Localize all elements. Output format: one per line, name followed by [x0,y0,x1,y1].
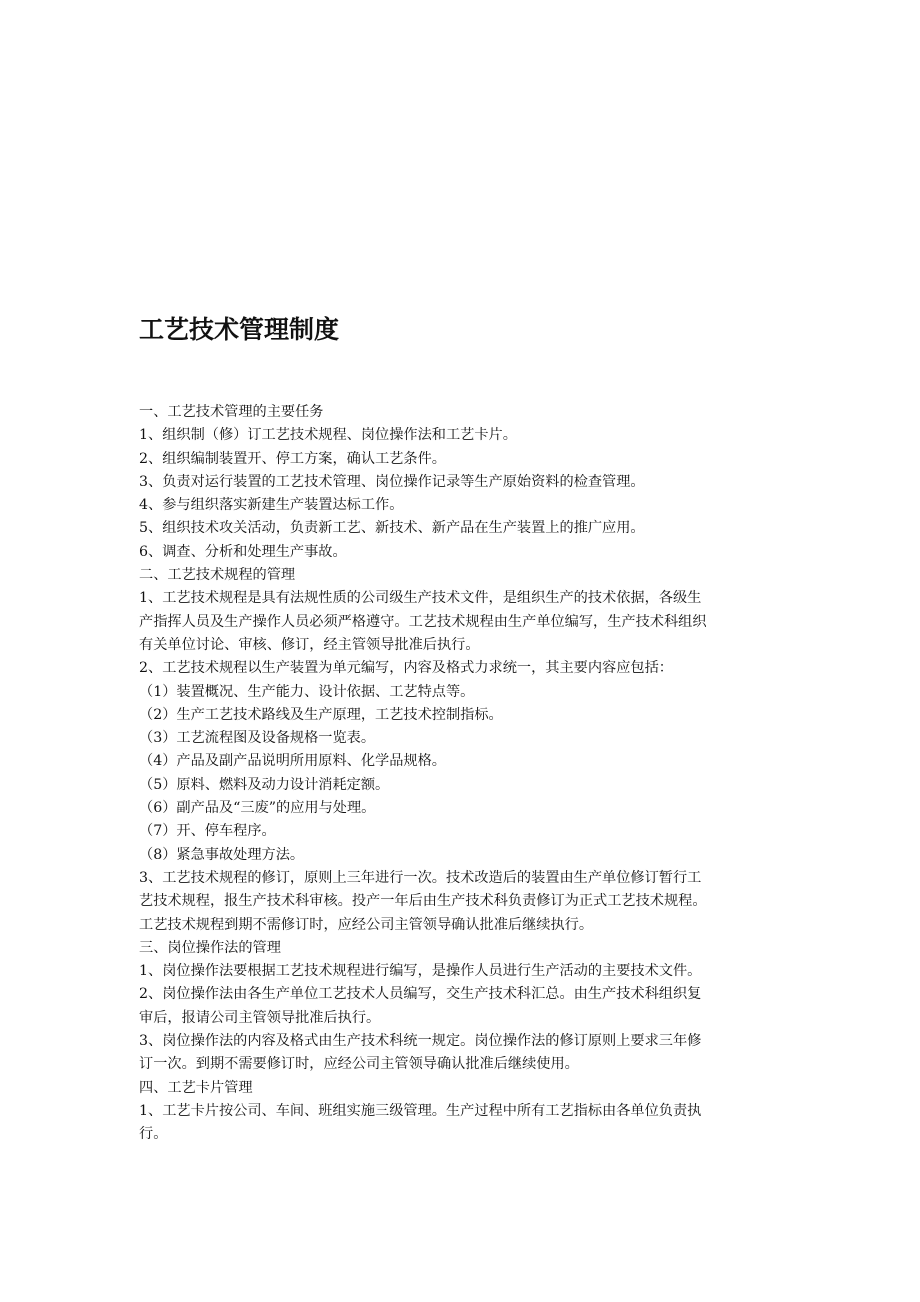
section-heading-1: 一、工艺技术管理的主要任务 [139,404,324,420]
paragraph-line: 艺技术规程，报生产技术科审核。投产一年后由生产技术科负责修订为正式工艺技术规程。 [139,893,707,910]
list-item: （6）副产品及“三废”的应用与处理。 [139,800,376,817]
paragraph-line: 审后，报请公司主管领导批准后执行。 [139,1009,381,1026]
list-item: （3）工艺流程图及设备规格一览表。 [139,730,376,747]
paragraph-line: 2、岗位操作法由各生产单位工艺技术人员编写，交生产技术科汇总。由生产技术科组织复 [139,986,702,1003]
paragraph-line: 1、工艺技术规程是具有法规性质的公司级生产技术文件，是组织生产的技术依据，各级生 [139,590,702,607]
paragraph-line: 产指挥人员及生产操作人员必须严格遵守。工艺技术规程由生产单位编写，生产技术科组织 [139,613,707,630]
paragraph-line: 工艺技术规程到期不需修订时，应经公司主管领导确认批准后继续执行。 [139,916,594,933]
paragraph-line: 3、负责对运行装置的工艺技术管理、岗位操作记录等生产原始资料的检查管理。 [139,473,645,490]
document-title: 工艺技术管理制度 [139,315,340,344]
paragraph-line: 3、岗位操作法的内容及格式由生产技术科统一规定。岗位操作法的修订原则上要求三年修 [139,1033,702,1050]
list-item: （5）原料、燃料及动力设计消耗定额。 [139,776,390,793]
paragraph-line: 1、岗位操作法要根据工艺技术规程进行编写，是操作人员进行生产活动的主要技术文件。 [139,963,702,980]
document-body [139,401,785,1147]
section-heading-2: 二、工艺技术规程的管理 [139,567,296,584]
paragraph-line: 6、调查、分析和处理生产事故。 [139,543,347,560]
list-item: （7）开、停车程序。 [139,823,276,840]
list-item: （2）生产工艺技术路线及生产原理，工艺技术控制指标。 [139,706,503,723]
paragraph-line: 1、工艺卡片按公司、车间、班组实施三级管理。生产过程中所有工艺指标由各单位负责执 [139,1102,702,1119]
section-heading-3: 三、岗位操作法的管理 [139,939,281,956]
paragraph-line: 2、组织编制装置开、停工方案，确认工艺条件。 [139,450,446,467]
paragraph-line: 行。 [139,1126,168,1143]
paragraph-line: 4、参与组织落实新建生产装置达标工作。 [139,497,404,514]
list-item: （8）紧急事故处理方法。 [139,846,305,863]
paragraph-line: 有关单位讨论、审核、修订，经主管领导批准后执行。 [139,636,480,653]
paragraph-line: 3、工艺技术规程的修订，原则上三年进行一次。技术改造后的装置由生产单位修订暂行工 [139,869,702,886]
list-item: （4）产品及副产品说明所用原料、化学品规格。 [139,753,446,770]
paragraph-line: 1、组织制（修）订工艺技术规程、岗位操作法和工艺卡片。 [139,427,517,444]
paragraph-line: 订一次。到期不需要修订时，应经公司主管领导确认批准后继续使用。 [139,1056,579,1073]
paragraph-line: 5、组织技术攻关活动，负责新工艺、新技术、新产品在生产装置上的推广应用。 [139,520,645,537]
list-item: （1）装置概况、生产能力、设计依据、工艺特点等。 [139,683,475,700]
paragraph-line: 2、工艺技术规程以生产装置为单元编写，内容及格式力求统一，其主要内容应包括： [139,660,673,677]
section-heading-4: 四、工艺卡片管理 [139,1079,253,1096]
